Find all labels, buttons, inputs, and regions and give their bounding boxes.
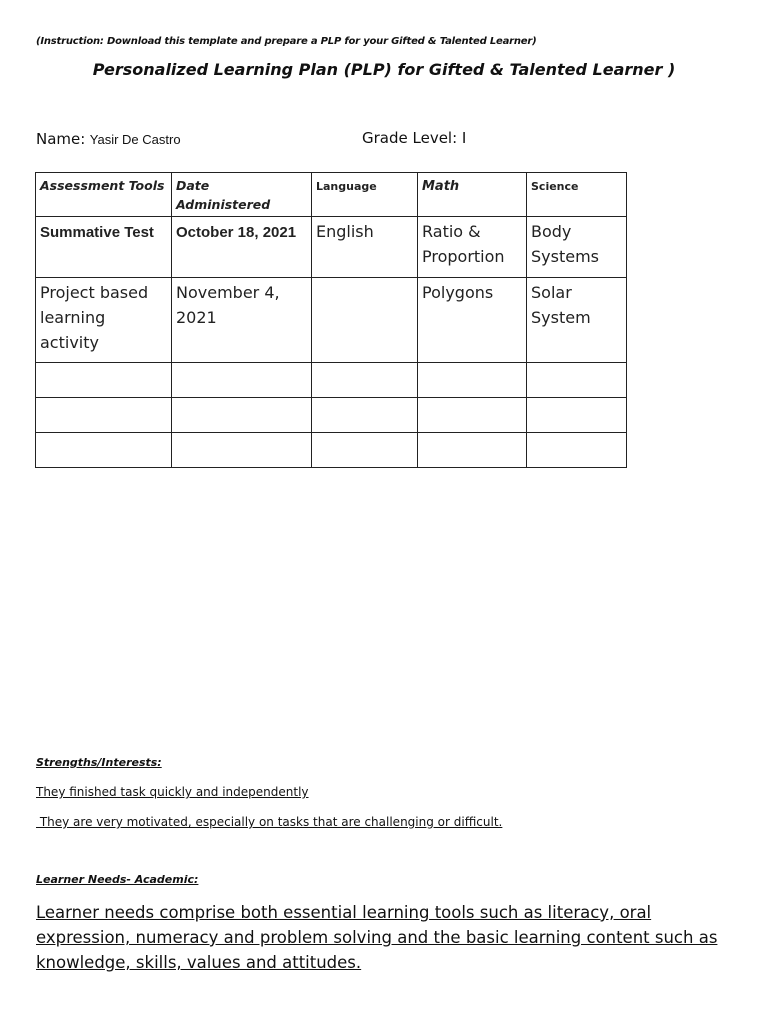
header-science: Science xyxy=(527,173,627,217)
grade-level: Grade Level: I xyxy=(362,129,467,147)
header-language: Language xyxy=(312,173,418,217)
table-row xyxy=(36,363,627,398)
table-cell xyxy=(527,398,627,433)
table-cell: Project based learning activity xyxy=(36,278,172,363)
table-row xyxy=(36,398,627,433)
table-cell xyxy=(418,363,527,398)
strengths-heading: Strengths/Interests: xyxy=(36,756,162,769)
table-cell: Summative Test xyxy=(36,217,172,278)
table-cell: English xyxy=(312,217,418,278)
table-cell xyxy=(527,363,627,398)
name-value: Yasir De Castro xyxy=(89,132,181,147)
table-row xyxy=(36,217,627,278)
table-cell xyxy=(312,278,418,363)
table-cell xyxy=(312,363,418,398)
page-title: Personalized Learning Plan (PLP) for Gifted & Talented Learner ) xyxy=(92,60,676,79)
table-cell xyxy=(36,398,172,433)
table-cell: October 18, 2021 xyxy=(172,217,312,278)
table-cell: Polygons xyxy=(418,278,527,363)
learner-needs-text: Learner needs comprise both essential learning tools such as literacy, oral expression, numeracy and problem solving and the basic learning content such as knowledge, skills, values and attitudes. xyxy=(36,903,718,972)
table-cell: Body Systems xyxy=(527,217,627,278)
table-cell xyxy=(312,433,418,468)
table-cell xyxy=(527,433,627,468)
table-cell xyxy=(36,433,172,468)
table-cell: Ratio & Proportion xyxy=(418,217,527,278)
table-cell xyxy=(418,398,527,433)
assessment-table xyxy=(35,172,627,468)
table-cell: November 4, 2021 xyxy=(172,278,312,363)
table-cell xyxy=(312,398,418,433)
name-label: Name: xyxy=(36,130,86,148)
learner-needs-heading: Learner Needs- Academic: xyxy=(36,873,199,886)
name-field xyxy=(36,130,181,148)
table-row xyxy=(36,278,627,363)
table-cell xyxy=(418,433,527,468)
table-cell xyxy=(36,363,172,398)
instruction-text: (Instruction: Download this template and prepare a PLP for your Gifted & Talented Learner) xyxy=(36,36,537,47)
header-date-administered: Date Administered xyxy=(172,173,312,217)
strength-line: They finished task quickly and independently xyxy=(36,785,309,799)
header-math: Math xyxy=(418,173,527,217)
table-cell xyxy=(172,398,312,433)
table-cell xyxy=(172,363,312,398)
strength-line: They are very motivated, especially on tasks that are challenging or difficult. xyxy=(36,815,503,829)
table-cell: Solar System xyxy=(527,278,627,363)
header-assessment-tools: Assessment Tools xyxy=(36,173,172,217)
table-cell xyxy=(172,433,312,468)
table-header-row xyxy=(36,173,627,217)
table-row xyxy=(36,433,627,468)
